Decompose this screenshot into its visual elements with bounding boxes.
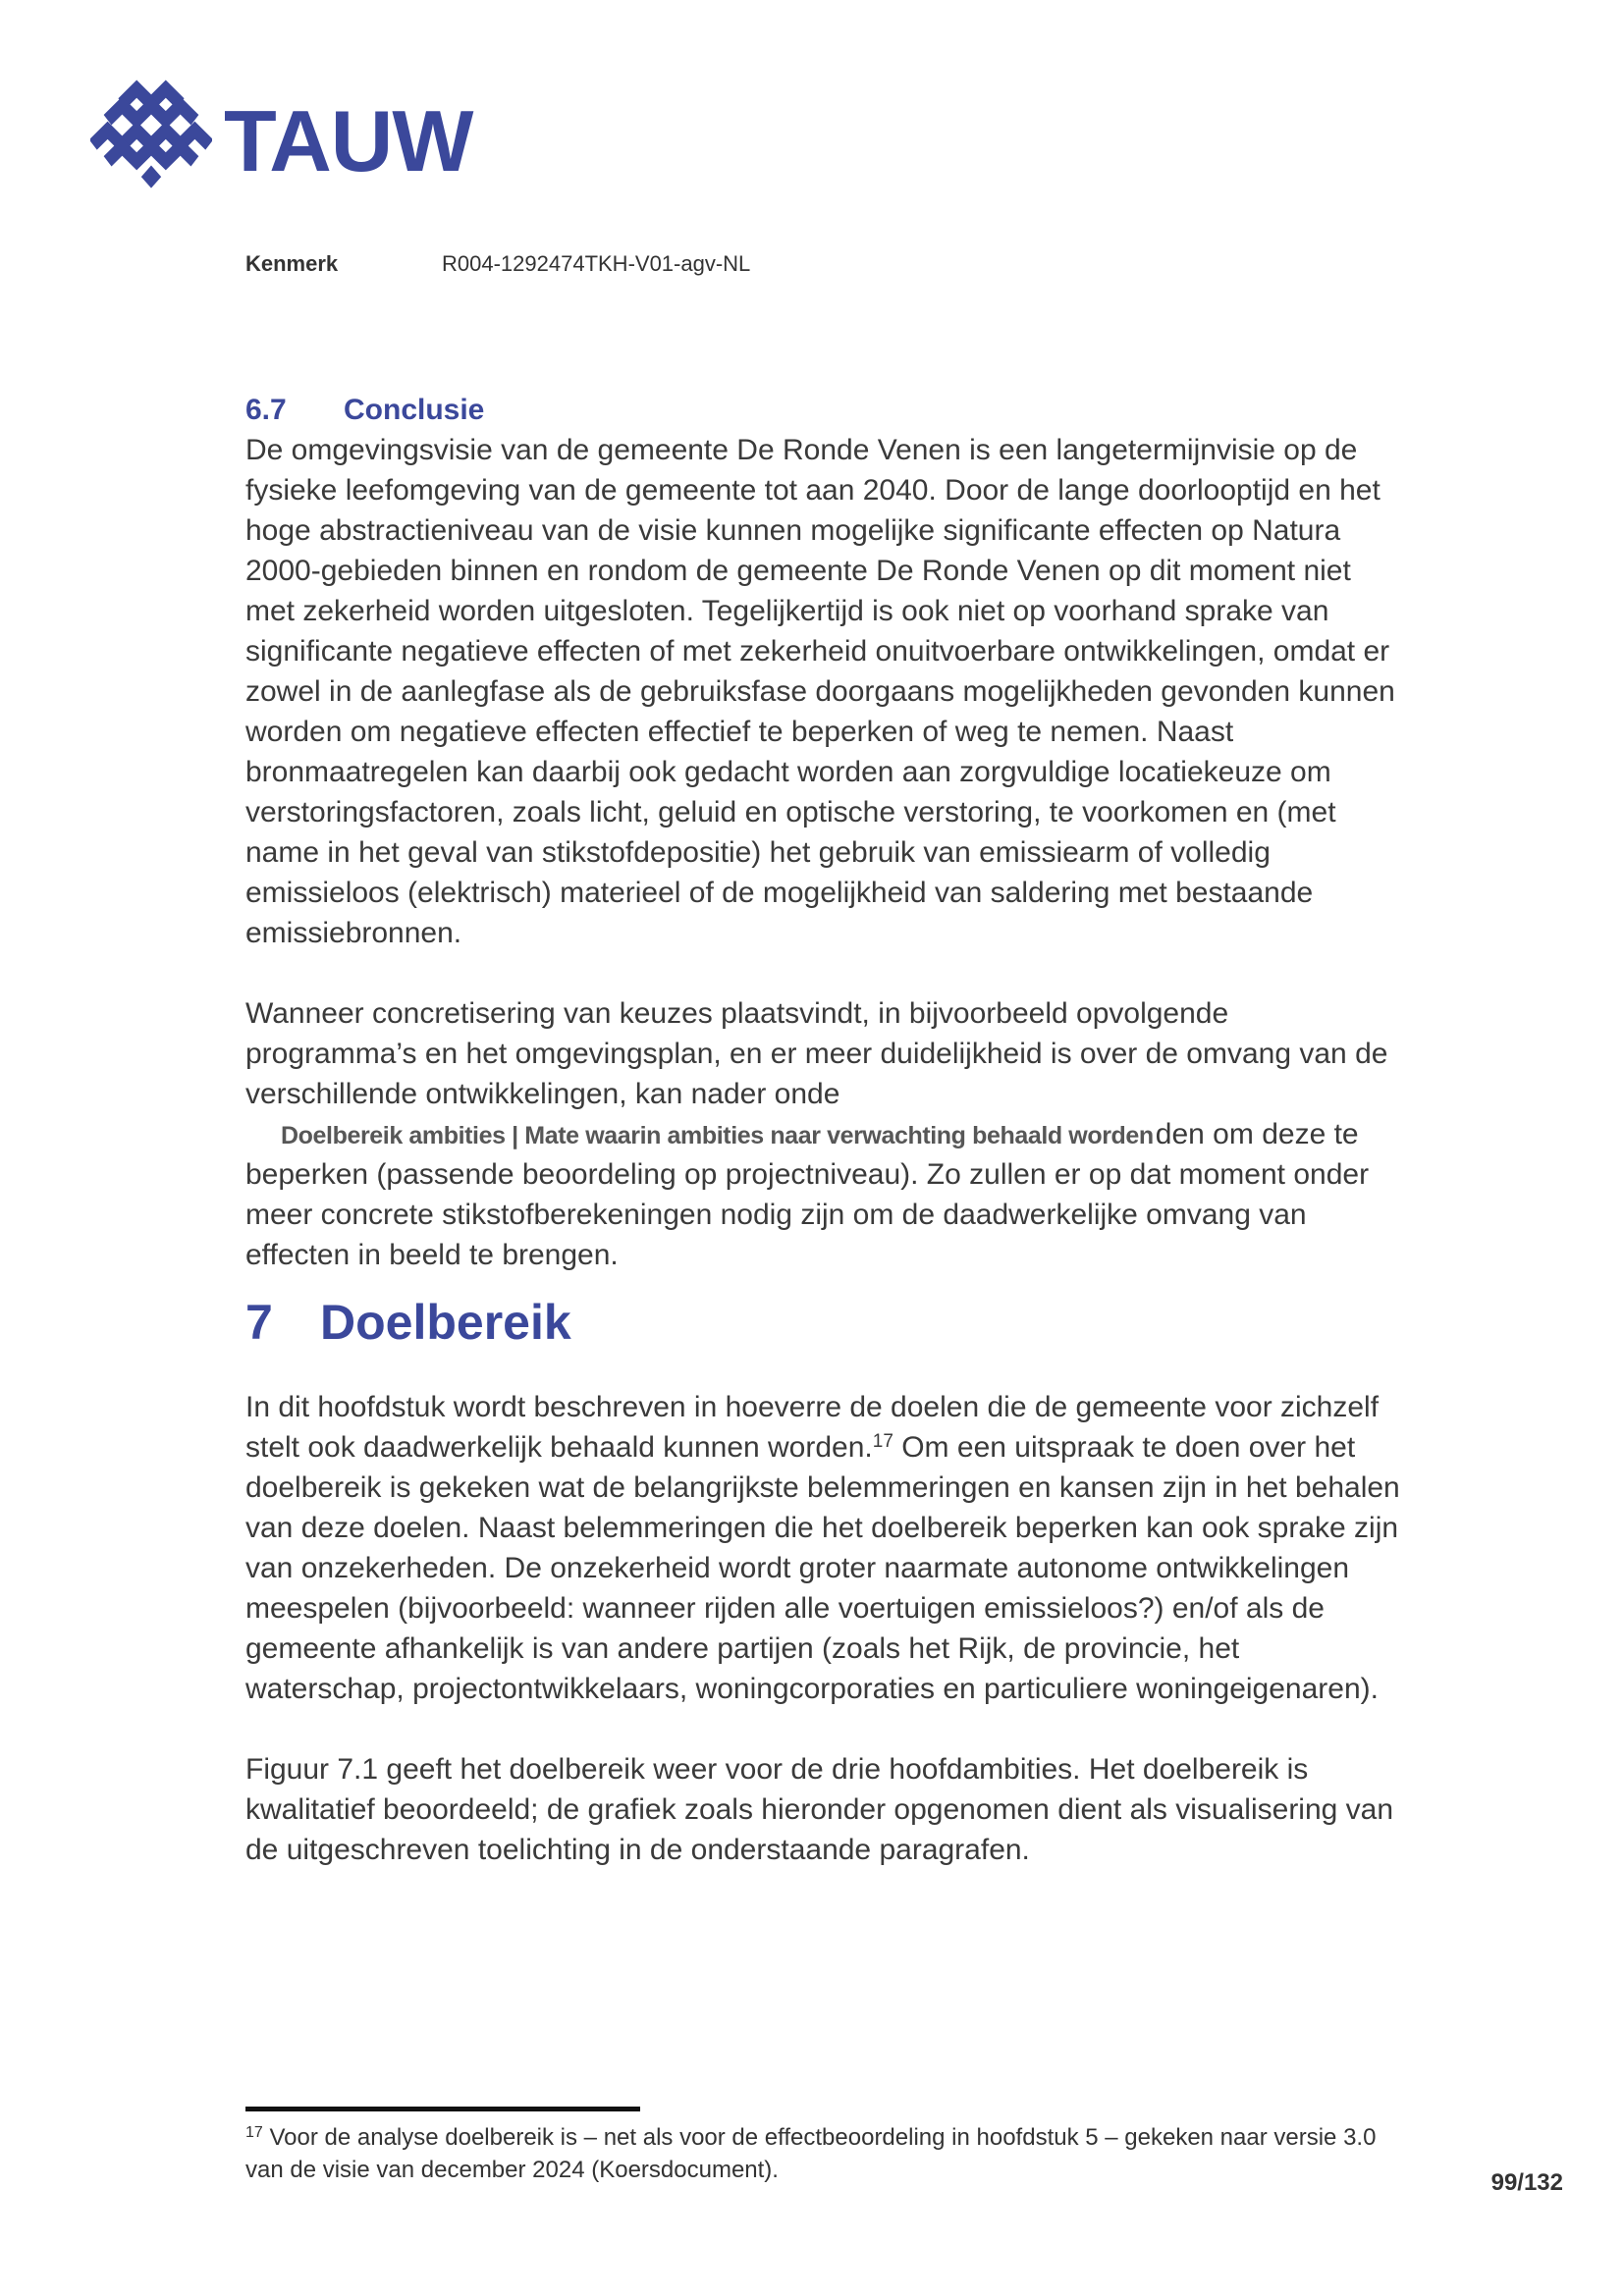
paragraph-text-before-overlay: Wanneer concretisering van keuzes plaatsvindt, in bijvoorbeeld opvolgende programma’s en het omgevingsplan, en er meer duidelijkheid is over de omvang van de verschillende ontwikkelingen, kan nader onde (245, 997, 1388, 1110)
body-paragraph-figuur: Figuur 7.1 geeft het doelbereik weer voor de drie hoofdambities. Het doelbereik is kwalitatief beoordeeld; de grafiek zoals hieronder opgenomen dient als visualisering van de uitgeschreven toelichting in de onderstaande paragrafen. (245, 1753, 1394, 1866)
page-content (245, 391, 1402, 1910)
footnote (245, 2121, 1402, 2186)
overlay-caption: Doelbereik ambities | Mate waarin ambities naar verwachting behaald worden (279, 1117, 1156, 1154)
chapter-heading (245, 1295, 1402, 1350)
body-paragraph-concretisering (245, 993, 1402, 1275)
section-number: 6.7 (245, 394, 287, 426)
body-paragraph-doelbereik (245, 1387, 1402, 1709)
paragraph-text-after-overlay: den om deze te beperken (passende beoordeling op projectniveau). Zo zullen er op dat moment onder meer concrete stikstofberekeningen nodig zijn om de daadwerkelijke omvang van effecten in beeld te brengen. (245, 1118, 1370, 1271)
section-heading (245, 391, 1402, 430)
tauw-wave-icon (90, 77, 212, 194)
footnote-rule (245, 2107, 640, 2111)
footnote-text: Voor de analyse doelbereik is – net als voor de effectbeoordeling in hoofdstuk 5 – gekeken naar versie 3.0 van de visie van december 2024 (Koersdocument). (245, 2124, 1377, 2183)
chapter-title: Doelbereik (320, 1295, 571, 1350)
section-title: Conclusie (344, 394, 485, 426)
footnote-reference: 17 (872, 1431, 893, 1452)
paragraph-text-lead: In dit hoofdstuk wordt beschreven in hoeverre de doelen die de gemeente voor zichzelf stelt ook daadwerkelijk behaald kunnen worden. (245, 1391, 1380, 1464)
page-number: 99/132 (1490, 2169, 1563, 2196)
logo-wordmark: TAUW (224, 92, 473, 189)
footnote-block (245, 2107, 1402, 2186)
footnote-marker: 17 (245, 2124, 263, 2141)
paragraph-text-rest: Om een uitspraak te doen over het doelbereik is gekeken wat de belangrijkste belemmeringen en kansen zijn in het behalen van deze doelen. Naast belemmeringen die het doelbereik beperken kan ook sprake zijn van onzekerheden. De onzekerheid wordt groter naarmate autonome ontwikkelingen meespelen (bijvoorbeeld: wanneer rijden alle voertuigen emissieloos?) en/of als de gemeente afhankelijk is van andere partijen (zoals het Rijk, de provincie, het waterschap, projectontwikkelaars, woningcorporaties en particuliere woningeigenaren). (245, 1431, 1400, 1705)
kenmerk-label: Kenmerk (245, 251, 339, 276)
tauw-logo (90, 77, 472, 194)
kenmerk-value: R004-1292474TKH-V01-agv-NL (442, 251, 751, 276)
chapter-number: 7 (245, 1295, 273, 1350)
kenmerk-row (245, 251, 750, 277)
body-paragraph-conclusie: De omgevingsvisie van de gemeente De Ronde Venen is een langetermijnvisie op de fysieke leefomgeving van de gemeente tot aan 2040. Door de lange doorlooptijd en het hoge abstractieniveau van de visie kunnen mogelijke significante effecten op Natura 2000-gebieden binnen en rondom de gemeente De Ronde Venen op dit moment niet met zekerheid worden uitgesloten. Tegelijkertijd is ook niet op voorhand sprake van significante negatieve effecten of met zekerheid onuitvoerbare ontwikkelingen, omdat er zowel in de aanlegfase als de gebruiksfase doorgaans mogelijkheden gevonden kunnen worden om negatieve effecten effectief te beperken of weg te nemen. Naast bronmaatregelen kan daarbij ook gedacht worden aan zorgvuldige locatiekeuze om verstoringsfactoren, zoals licht, geluid en optische verstoring, te voorkomen en (met name in het geval van stikstofdepositie) het gebruik van emissiearm of volledig emissieloos (elektrisch) materieel of de mogelijkheid van saldering met bestaande emissiebronnen. (245, 434, 1395, 949)
